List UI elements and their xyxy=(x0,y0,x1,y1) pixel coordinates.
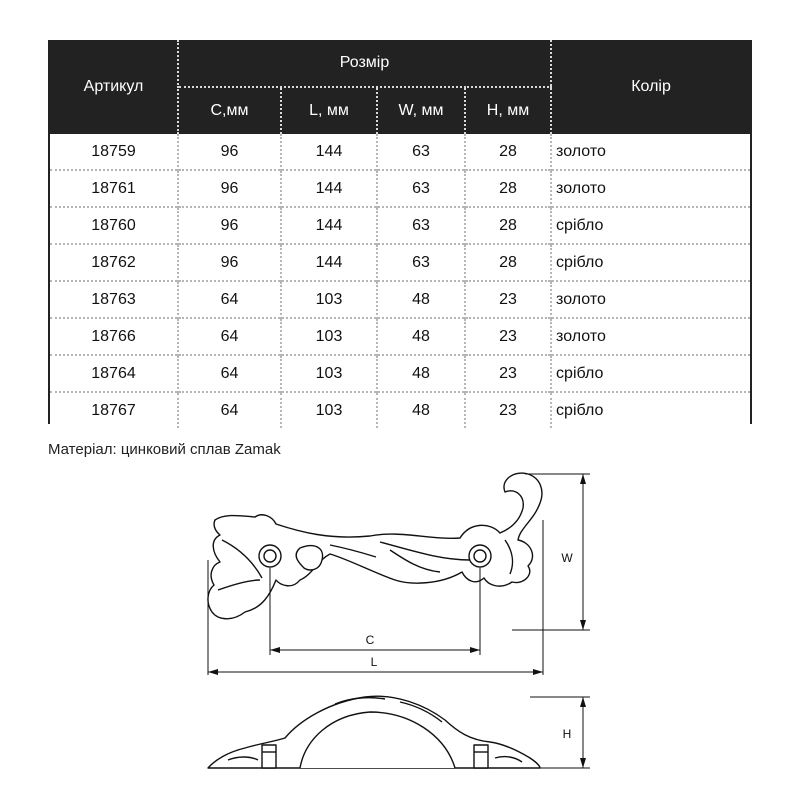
header-size-h: H, мм xyxy=(465,87,551,134)
dim-label-c: C xyxy=(365,633,375,647)
cell-c: 96 xyxy=(178,170,281,207)
cell-article: 18764 xyxy=(50,355,178,392)
cell-l: 103 xyxy=(281,355,377,392)
cell-h: 23 xyxy=(465,318,551,355)
table-row xyxy=(50,134,750,170)
cell-c: 96 xyxy=(178,207,281,244)
cell-article: 18759 xyxy=(50,134,178,170)
cell-article: 18760 xyxy=(50,207,178,244)
table-row xyxy=(50,244,750,281)
header-article: Артикул xyxy=(50,40,178,134)
handle-side-view xyxy=(208,696,540,768)
cell-w: 63 xyxy=(377,170,465,207)
cell-color: срібло xyxy=(551,355,750,392)
spec-table-grid xyxy=(50,40,750,428)
cell-c: 64 xyxy=(178,318,281,355)
cell-h: 23 xyxy=(465,281,551,318)
cell-h: 28 xyxy=(465,207,551,244)
cell-color: золото xyxy=(551,134,750,170)
cell-w: 63 xyxy=(377,244,465,281)
cell-l: 144 xyxy=(281,207,377,244)
cell-h: 23 xyxy=(465,355,551,392)
handle-technical-drawing xyxy=(195,460,595,780)
cell-l: 103 xyxy=(281,392,377,428)
header-size: Розмір xyxy=(178,40,551,87)
spec-table xyxy=(48,40,752,424)
material-note: Матеріал: цинковий сплав Zamak xyxy=(48,441,281,458)
table-row xyxy=(50,170,750,207)
cell-l: 144 xyxy=(281,244,377,281)
cell-c: 64 xyxy=(178,281,281,318)
cell-w: 48 xyxy=(377,392,465,428)
table-row xyxy=(50,318,750,355)
table-row xyxy=(50,392,750,428)
cell-w: 63 xyxy=(377,134,465,170)
cell-h: 28 xyxy=(465,170,551,207)
cell-c: 96 xyxy=(178,244,281,281)
cell-color: золото xyxy=(551,318,750,355)
cell-c: 64 xyxy=(178,355,281,392)
cell-color: срібло xyxy=(551,244,750,281)
table-row xyxy=(50,355,750,392)
cell-color: срібло xyxy=(551,392,750,428)
cell-h: 23 xyxy=(465,392,551,428)
handle-top-view xyxy=(208,473,542,619)
cell-l: 144 xyxy=(281,170,377,207)
cell-article: 18767 xyxy=(50,392,178,428)
cell-w: 48 xyxy=(377,318,465,355)
header-size-w: W, мм xyxy=(377,87,465,134)
table-row xyxy=(50,207,750,244)
cell-l: 144 xyxy=(281,134,377,170)
cell-w: 63 xyxy=(377,207,465,244)
cell-article: 18761 xyxy=(50,170,178,207)
table-row xyxy=(50,281,750,318)
cell-color: срібло xyxy=(551,207,750,244)
cell-l: 103 xyxy=(281,281,377,318)
cell-l: 103 xyxy=(281,318,377,355)
dim-label-l: L xyxy=(370,655,378,669)
cell-w: 48 xyxy=(377,281,465,318)
cell-w: 48 xyxy=(377,355,465,392)
header-size-l: L, мм xyxy=(281,87,377,134)
dim-label-w: W xyxy=(561,551,573,565)
cell-article: 18766 xyxy=(50,318,178,355)
header-color: Колір xyxy=(551,40,750,134)
cell-h: 28 xyxy=(465,244,551,281)
cell-article: 18762 xyxy=(50,244,178,281)
cell-color: золото xyxy=(551,281,750,318)
cell-color: золото xyxy=(551,170,750,207)
cell-c: 96 xyxy=(178,134,281,170)
cell-c: 64 xyxy=(178,392,281,428)
dim-label-h: H xyxy=(562,727,572,741)
cell-article: 18763 xyxy=(50,281,178,318)
cell-h: 28 xyxy=(465,134,551,170)
header-size-c: C,мм xyxy=(178,87,281,134)
